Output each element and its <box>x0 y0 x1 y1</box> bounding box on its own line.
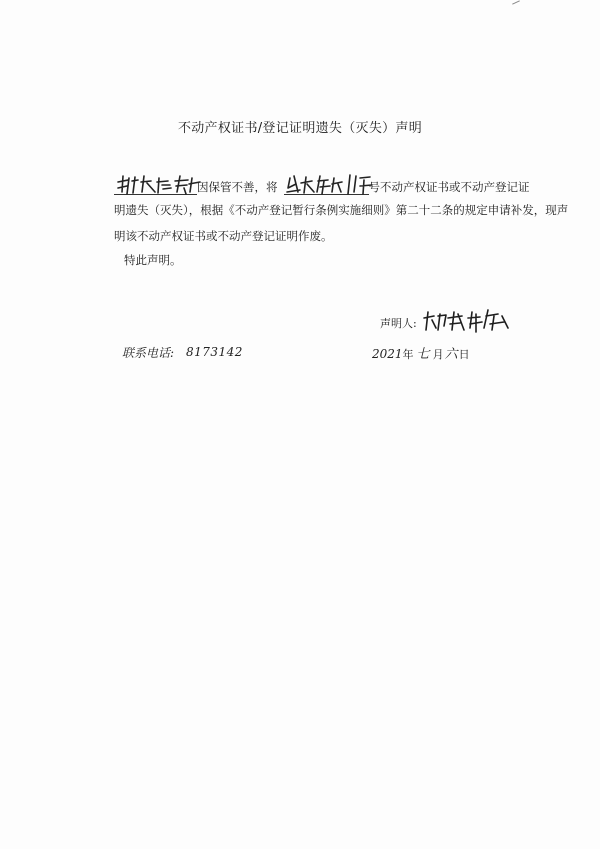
statement-text-b: 号不动产权证书或不动产登记证 <box>368 180 530 194</box>
date-year: 2021 <box>372 347 403 361</box>
date-month-suffix: 月 <box>432 348 444 361</box>
date-month: 七 <box>416 347 430 362</box>
statement-line-3: 明该不动产权证书或不动产登记证明作废。 <box>114 229 333 243</box>
statement-line-1 <box>114 176 530 195</box>
declarant-label: 声明人: <box>380 317 417 330</box>
date-year-suffix: 年 <box>402 348 414 361</box>
handwritten-name <box>114 172 204 198</box>
handwritten-certificate-number <box>284 172 376 200</box>
name-blank <box>114 176 197 195</box>
scan-mark <box>512 0 520 4</box>
certificate-number-blank <box>284 176 369 195</box>
statement-text-a: 因保管不善，将 <box>197 180 278 194</box>
document-title: 不动产权证书/登记证明遗失（灭失）声明 <box>177 121 423 136</box>
contact-phone-label: 联系电话: <box>122 346 175 360</box>
date-day-suffix: 日 <box>458 348 470 361</box>
date-day: 六 <box>444 347 458 362</box>
signing-date <box>372 343 470 362</box>
contact-phone-number: 8173142 <box>186 345 243 359</box>
statement-line-2: 明遗失（灭失），根据《不动产登记暂行条例实施细则》第二十二条的规定申请补发，现声 <box>114 203 569 217</box>
declarant-signature <box>420 306 512 336</box>
closing-text: 特此声明。 <box>124 253 182 267</box>
